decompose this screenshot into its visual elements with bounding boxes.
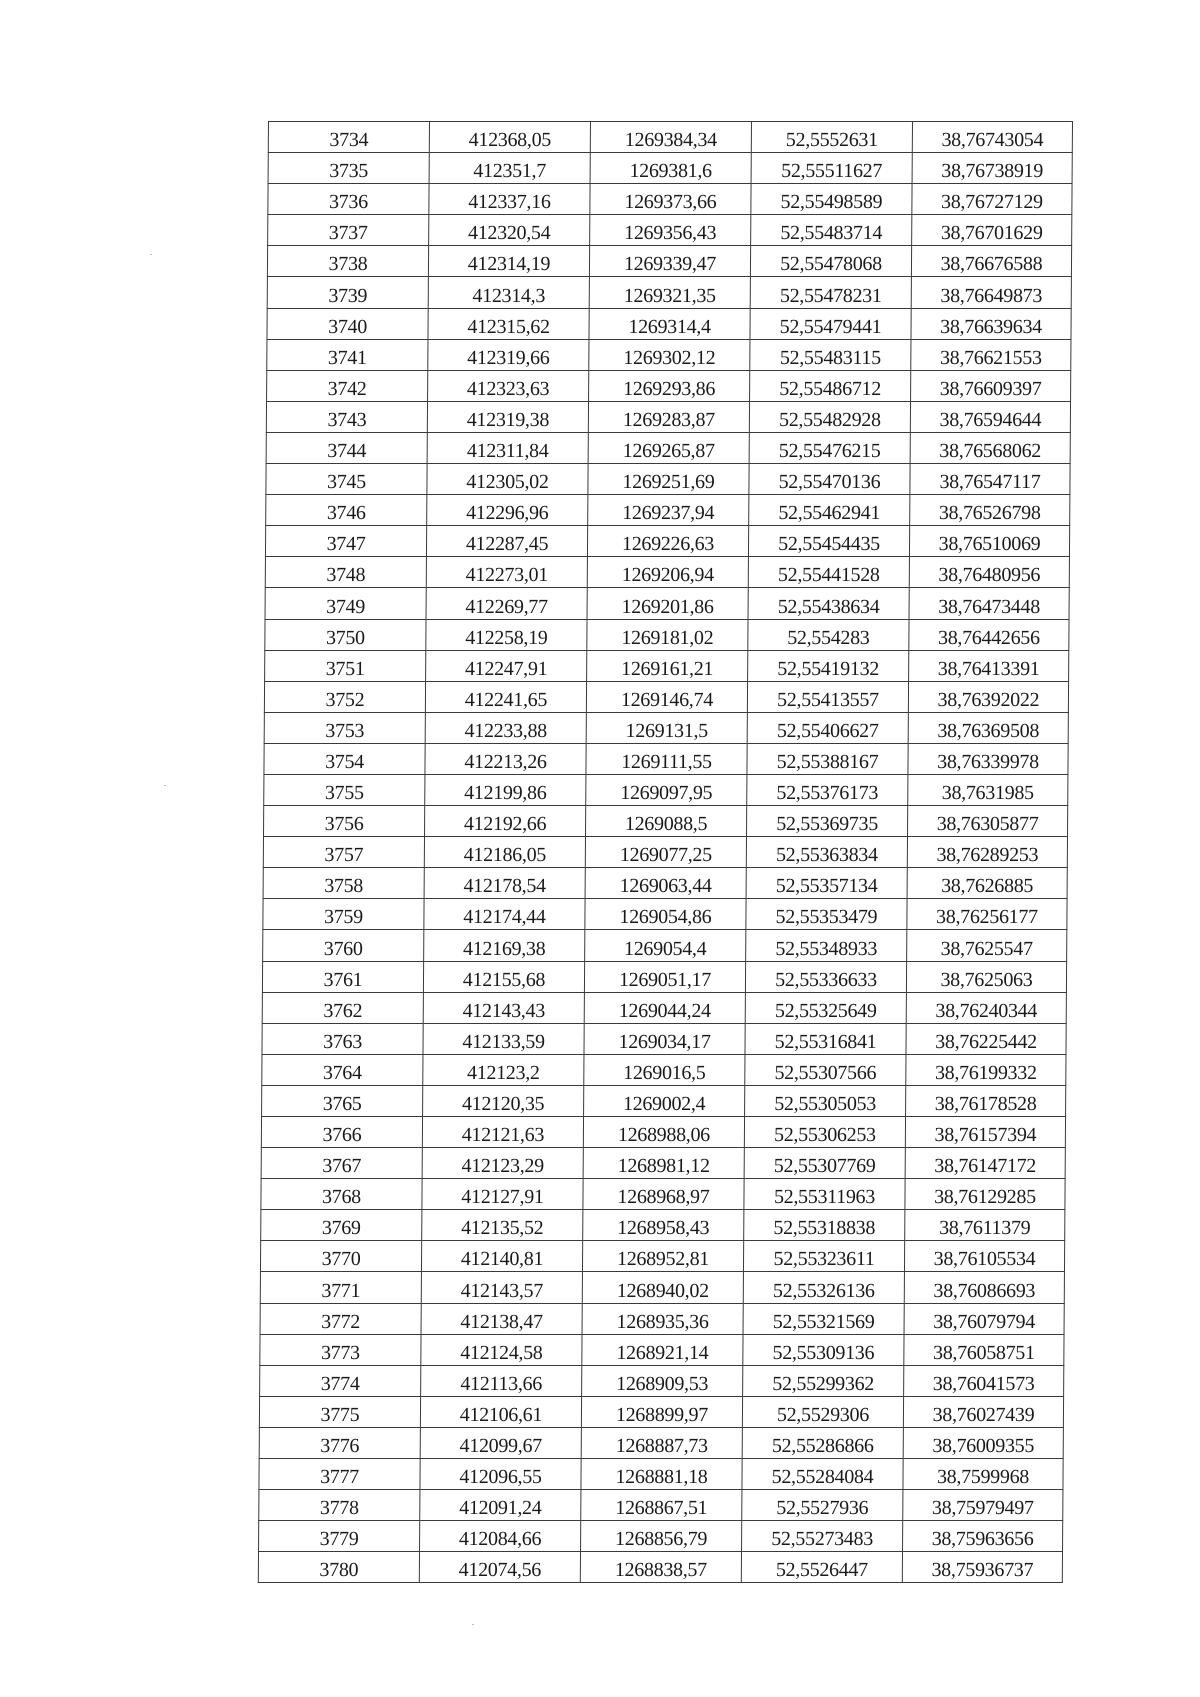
longitude-cell: 38,75963656 (903, 1521, 1063, 1552)
longitude-cell: 38,76129285 (905, 1179, 1065, 1210)
point-number-cell: 3748 (265, 557, 426, 588)
y-coordinate-cell: 1268981,12 (583, 1148, 744, 1179)
table-row (263, 899, 1067, 930)
y-coordinate-cell: 1268958,43 (583, 1210, 744, 1241)
table-row (268, 215, 1072, 246)
latitude-cell: 52,55323611 (743, 1241, 904, 1272)
latitude-cell: 52,55511627 (751, 153, 912, 184)
y-coordinate-cell: 1269016,5 (584, 1054, 745, 1085)
table-row (263, 930, 1067, 961)
latitude-cell: 52,55318838 (744, 1210, 905, 1241)
table-row (262, 1023, 1066, 1054)
table-row (261, 1117, 1065, 1148)
table-row (266, 401, 1070, 432)
longitude-cell: 38,76568062 (910, 432, 1070, 463)
point-number-cell: 3763 (262, 1023, 423, 1054)
x-coordinate-cell: 412315,62 (428, 308, 589, 339)
y-coordinate-cell: 1268909,53 (582, 1365, 743, 1396)
x-coordinate-cell: 412169,38 (424, 930, 585, 961)
table-row (264, 681, 1068, 712)
point-number-cell: 3739 (267, 277, 428, 308)
x-coordinate-cell: 412084,66 (420, 1521, 581, 1552)
y-coordinate-cell: 1269088,5 (586, 806, 747, 837)
longitude-cell: 38,76594644 (910, 401, 1070, 432)
table-row (261, 1179, 1065, 1210)
table-row (264, 774, 1068, 805)
y-coordinate-cell: 1269054,86 (585, 899, 746, 930)
latitude-cell: 52,55311963 (744, 1179, 905, 1210)
table-row (267, 246, 1071, 277)
latitude-cell: 52,55478068 (750, 246, 911, 277)
x-coordinate-cell: 412155,68 (423, 961, 584, 992)
point-number-cell: 3754 (264, 743, 425, 774)
point-number-cell: 3765 (262, 1085, 423, 1116)
table-row (267, 308, 1071, 339)
table-row (268, 153, 1072, 184)
y-coordinate-cell: 1269293,86 (589, 370, 750, 401)
point-number-cell: 3740 (267, 308, 428, 339)
x-coordinate-cell: 412296,96 (427, 495, 588, 526)
latitude-cell: 52,55478231 (750, 277, 911, 308)
table-row (262, 992, 1066, 1023)
longitude-cell: 38,7611379 (905, 1210, 1065, 1241)
x-coordinate-cell: 412138,47 (421, 1303, 582, 1334)
table-row (259, 1396, 1063, 1427)
x-coordinate-cell: 412113,66 (421, 1365, 582, 1396)
x-coordinate-cell: 412319,66 (428, 339, 589, 370)
y-coordinate-cell: 1269044,24 (584, 992, 745, 1023)
point-number-cell: 3779 (259, 1521, 420, 1552)
y-coordinate-cell: 1269384,34 (590, 122, 751, 153)
longitude-cell: 38,76547117 (910, 464, 1070, 495)
latitude-cell: 52,55286866 (742, 1427, 903, 1458)
latitude-cell: 52,55284084 (742, 1459, 903, 1490)
point-number-cell: 3749 (265, 588, 426, 619)
x-coordinate-cell: 412106,61 (420, 1396, 581, 1427)
point-number-cell: 3773 (260, 1334, 421, 1365)
x-coordinate-cell: 412351,7 (429, 153, 590, 184)
table-row (263, 837, 1067, 868)
latitude-cell: 52,55357134 (746, 868, 907, 899)
point-number-cell: 3770 (260, 1241, 421, 1272)
table-row (262, 1054, 1066, 1085)
point-number-cell: 3747 (265, 526, 426, 557)
coordinates-table (258, 121, 1073, 1583)
scan-speck (472, 1624, 474, 1625)
longitude-cell: 38,76413391 (909, 650, 1069, 681)
table-row (265, 588, 1069, 619)
latitude-cell: 52,55498589 (751, 184, 912, 215)
y-coordinate-cell: 1269302,12 (589, 339, 750, 370)
latitude-cell: 52,55321569 (743, 1303, 904, 1334)
latitude-cell: 52,554283 (748, 619, 909, 650)
x-coordinate-cell: 412314,3 (428, 277, 589, 308)
longitude-cell: 38,76649873 (911, 277, 1071, 308)
longitude-cell: 38,76676588 (911, 246, 1071, 277)
y-coordinate-cell: 1269373,66 (590, 184, 751, 215)
y-coordinate-cell: 1269051,17 (584, 961, 745, 992)
latitude-cell: 52,55353479 (746, 899, 907, 930)
x-coordinate-cell: 412233,88 (425, 712, 586, 743)
table-row (265, 526, 1069, 557)
latitude-cell: 52,55376173 (747, 774, 908, 805)
longitude-cell: 38,76157394 (905, 1117, 1065, 1148)
table-row (262, 961, 1066, 992)
table-row (264, 712, 1068, 743)
y-coordinate-cell: 1269314,4 (589, 308, 750, 339)
longitude-cell: 38,7625547 (907, 930, 1067, 961)
y-coordinate-cell: 1268838,57 (580, 1552, 741, 1583)
table-row (260, 1272, 1064, 1303)
y-coordinate-cell: 1269381,6 (590, 153, 751, 184)
y-coordinate-cell: 1269251,69 (588, 464, 749, 495)
x-coordinate-cell: 412269,77 (426, 588, 587, 619)
y-coordinate-cell: 1269201,86 (587, 588, 748, 619)
table-row (262, 1085, 1066, 1116)
table-row (261, 1210, 1065, 1241)
longitude-cell: 38,76701629 (912, 215, 1072, 246)
point-number-cell: 3780 (258, 1552, 419, 1583)
x-coordinate-cell: 412174,44 (424, 899, 585, 930)
y-coordinate-cell: 1268887,73 (581, 1427, 742, 1458)
point-number-cell: 3737 (268, 215, 429, 246)
scan-speck (164, 785, 166, 786)
latitude-cell: 52,55462941 (749, 495, 910, 526)
point-number-cell: 3766 (261, 1117, 422, 1148)
point-number-cell: 3753 (264, 712, 425, 743)
table-row (267, 277, 1071, 308)
latitude-cell: 52,55482928 (749, 401, 910, 432)
point-number-cell: 3734 (268, 122, 429, 153)
x-coordinate-cell: 412091,24 (420, 1490, 581, 1521)
latitude-cell: 52,55479441 (750, 308, 911, 339)
x-coordinate-cell: 412368,05 (429, 122, 590, 153)
longitude-cell: 38,76240344 (906, 992, 1066, 1023)
table-row (259, 1427, 1063, 1458)
longitude-cell: 38,75979497 (903, 1490, 1063, 1521)
point-number-cell: 3761 (262, 961, 423, 992)
y-coordinate-cell: 1268867,51 (581, 1490, 742, 1521)
x-coordinate-cell: 412124,58 (421, 1334, 582, 1365)
longitude-cell: 38,76392022 (908, 681, 1068, 712)
y-coordinate-cell: 1269339,47 (589, 246, 750, 277)
longitude-cell: 38,7625063 (906, 961, 1066, 992)
y-coordinate-cell: 1269097,95 (586, 774, 747, 805)
y-coordinate-cell: 1269063,44 (585, 868, 746, 899)
longitude-cell: 38,76105534 (904, 1241, 1064, 1272)
table-row (266, 495, 1070, 526)
x-coordinate-cell: 412287,45 (426, 526, 587, 557)
y-coordinate-cell: 1268921,14 (582, 1334, 743, 1365)
point-number-cell: 3778 (259, 1490, 420, 1521)
latitude-cell: 52,5552631 (751, 122, 912, 153)
longitude-cell: 38,76510069 (909, 526, 1069, 557)
point-number-cell: 3756 (264, 806, 425, 837)
table-row (268, 122, 1072, 153)
x-coordinate-cell: 412186,05 (424, 837, 585, 868)
y-coordinate-cell: 1269034,17 (584, 1023, 745, 1054)
x-coordinate-cell: 412143,43 (423, 992, 584, 1023)
longitude-cell: 38,76609397 (911, 370, 1071, 401)
x-coordinate-cell: 412337,16 (429, 184, 590, 215)
point-number-cell: 3767 (261, 1148, 422, 1179)
table-row (266, 464, 1070, 495)
latitude-cell: 52,55307566 (745, 1054, 906, 1085)
table-row (260, 1241, 1064, 1272)
latitude-cell: 52,55348933 (746, 930, 907, 961)
table-row (259, 1459, 1063, 1490)
table-row (259, 1490, 1063, 1521)
x-coordinate-cell: 412213,26 (425, 743, 586, 774)
point-number-cell: 3743 (266, 401, 427, 432)
latitude-cell: 52,55441528 (748, 557, 909, 588)
x-coordinate-cell: 412135,52 (422, 1210, 583, 1241)
longitude-cell: 38,76027439 (903, 1396, 1063, 1427)
x-coordinate-cell: 412320,54 (429, 215, 590, 246)
point-number-cell: 3736 (268, 184, 429, 215)
point-number-cell: 3750 (265, 619, 426, 650)
x-coordinate-cell: 412241,65 (425, 681, 586, 712)
x-coordinate-cell: 412178,54 (424, 868, 585, 899)
longitude-cell: 38,76369508 (908, 712, 1068, 743)
latitude-cell: 52,55309136 (743, 1334, 904, 1365)
x-coordinate-cell: 412074,56 (419, 1552, 580, 1583)
table-row (264, 806, 1068, 837)
x-coordinate-cell: 412258,19 (426, 619, 587, 650)
x-coordinate-cell: 412140,81 (421, 1241, 582, 1272)
point-number-cell: 3769 (261, 1210, 422, 1241)
latitude-cell: 52,55486712 (750, 370, 911, 401)
table-row (265, 650, 1069, 681)
longitude-cell: 38,76526798 (910, 495, 1070, 526)
longitude-cell: 38,76743054 (912, 122, 1072, 153)
table-row (264, 743, 1068, 774)
y-coordinate-cell: 1269077,25 (585, 837, 746, 868)
latitude-cell: 52,55413557 (747, 681, 908, 712)
latitude-cell: 52,55438634 (748, 588, 909, 619)
x-coordinate-cell: 412143,57 (421, 1272, 582, 1303)
y-coordinate-cell: 1268952,81 (582, 1241, 743, 1272)
point-number-cell: 3777 (259, 1459, 420, 1490)
y-coordinate-cell: 1268881,18 (581, 1459, 742, 1490)
point-number-cell: 3738 (267, 246, 428, 277)
latitude-cell: 52,55325649 (745, 992, 906, 1023)
latitude-cell: 52,55305053 (745, 1085, 906, 1116)
table-row (265, 619, 1069, 650)
longitude-cell: 38,7599968 (903, 1459, 1063, 1490)
latitude-cell: 52,55307769 (744, 1148, 905, 1179)
x-coordinate-cell: 412323,63 (428, 370, 589, 401)
longitude-cell: 38,76058751 (904, 1334, 1064, 1365)
table-row (268, 184, 1072, 215)
latitude-cell: 52,55483115 (750, 339, 911, 370)
longitude-cell: 38,76727129 (912, 184, 1072, 215)
x-coordinate-cell: 412192,66 (425, 806, 586, 837)
x-coordinate-cell: 412273,01 (426, 557, 587, 588)
latitude-cell: 52,55483714 (751, 215, 912, 246)
longitude-cell: 38,76199332 (906, 1054, 1066, 1085)
x-coordinate-cell: 412314,19 (428, 246, 589, 277)
y-coordinate-cell: 1269181,02 (587, 619, 748, 650)
point-number-cell: 3774 (260, 1365, 421, 1396)
x-coordinate-cell: 412247,91 (426, 650, 587, 681)
latitude-cell: 52,55363834 (746, 837, 907, 868)
latitude-cell: 52,55388167 (747, 743, 908, 774)
point-number-cell: 3751 (265, 650, 426, 681)
table-row (260, 1334, 1064, 1365)
point-number-cell: 3760 (263, 930, 424, 961)
longitude-cell: 38,76639634 (911, 308, 1071, 339)
x-coordinate-cell: 412121,63 (422, 1117, 583, 1148)
latitude-cell: 52,55454435 (748, 526, 909, 557)
longitude-cell: 38,76256177 (907, 899, 1067, 930)
longitude-cell: 38,76041573 (904, 1365, 1064, 1396)
point-number-cell: 3762 (262, 992, 423, 1023)
y-coordinate-cell: 1269283,87 (588, 401, 749, 432)
latitude-cell: 52,55273483 (742, 1521, 903, 1552)
y-coordinate-cell: 1269146,74 (586, 681, 747, 712)
longitude-cell: 38,76009355 (903, 1427, 1063, 1458)
y-coordinate-cell: 1269206,94 (587, 557, 748, 588)
point-number-cell: 3758 (263, 868, 424, 899)
point-number-cell: 3776 (259, 1427, 420, 1458)
point-number-cell: 3746 (266, 495, 427, 526)
table-row (261, 1148, 1065, 1179)
latitude-cell: 52,55470136 (749, 464, 910, 495)
longitude-cell: 38,76147172 (905, 1148, 1065, 1179)
coordinates-table-body (258, 122, 1072, 1583)
y-coordinate-cell: 1269002,4 (584, 1085, 745, 1116)
x-coordinate-cell: 412133,59 (423, 1023, 584, 1054)
point-number-cell: 3759 (263, 899, 424, 930)
longitude-cell: 38,76473448 (909, 588, 1069, 619)
x-coordinate-cell: 412319,38 (427, 401, 588, 432)
latitude-cell: 52,55299362 (743, 1365, 904, 1396)
y-coordinate-cell: 1269226,63 (587, 526, 748, 557)
table-row (258, 1552, 1062, 1583)
x-coordinate-cell: 412096,55 (420, 1459, 581, 1490)
point-number-cell: 3741 (267, 339, 428, 370)
table-row (266, 432, 1070, 463)
y-coordinate-cell: 1269237,94 (588, 495, 749, 526)
latitude-cell: 52,55326136 (743, 1272, 904, 1303)
y-coordinate-cell: 1269321,35 (589, 277, 750, 308)
longitude-cell: 38,76178528 (906, 1085, 1066, 1116)
y-coordinate-cell: 1268899,97 (581, 1396, 742, 1427)
latitude-cell: 52,55336633 (745, 961, 906, 992)
table-row (259, 1521, 1063, 1552)
longitude-cell: 38,76225442 (906, 1023, 1066, 1054)
point-number-cell: 3742 (267, 370, 428, 401)
point-number-cell: 3757 (263, 837, 424, 868)
y-coordinate-cell: 1269161,21 (587, 650, 748, 681)
latitude-cell: 52,5529306 (742, 1396, 903, 1427)
y-coordinate-cell: 1268988,06 (583, 1117, 744, 1148)
latitude-cell: 52,55419132 (748, 650, 909, 681)
point-number-cell: 3772 (260, 1303, 421, 1334)
longitude-cell: 38,76339978 (908, 743, 1068, 774)
y-coordinate-cell: 1268935,36 (582, 1303, 743, 1334)
x-coordinate-cell: 412199,86 (425, 774, 586, 805)
x-coordinate-cell: 412099,67 (420, 1427, 581, 1458)
table-row (260, 1303, 1064, 1334)
latitude-cell: 52,5527936 (742, 1490, 903, 1521)
longitude-cell: 38,76079794 (904, 1303, 1064, 1334)
table-row (265, 557, 1069, 588)
x-coordinate-cell: 412311,84 (427, 432, 588, 463)
longitude-cell: 38,76289253 (907, 837, 1067, 868)
latitude-cell: 52,55476215 (749, 432, 910, 463)
point-number-cell: 3775 (259, 1396, 420, 1427)
x-coordinate-cell: 412305,02 (427, 464, 588, 495)
longitude-cell: 38,76621553 (911, 339, 1071, 370)
y-coordinate-cell: 1269265,87 (588, 432, 749, 463)
y-coordinate-cell: 1269111,55 (586, 743, 747, 774)
longitude-cell: 38,76086693 (904, 1272, 1064, 1303)
y-coordinate-cell: 1268968,97 (583, 1179, 744, 1210)
latitude-cell: 52,55406627 (747, 712, 908, 743)
x-coordinate-cell: 412123,2 (423, 1054, 584, 1085)
latitude-cell: 52,5526447 (741, 1552, 902, 1583)
point-number-cell: 3752 (264, 681, 425, 712)
longitude-cell: 38,7626885 (907, 868, 1067, 899)
y-coordinate-cell: 1268856,79 (581, 1521, 742, 1552)
x-coordinate-cell: 412123,29 (422, 1148, 583, 1179)
point-number-cell: 3735 (268, 153, 429, 184)
table-row (267, 339, 1071, 370)
longitude-cell: 38,76305877 (908, 806, 1068, 837)
point-number-cell: 3755 (264, 774, 425, 805)
longitude-cell: 38,75936737 (902, 1552, 1062, 1583)
table-row (267, 370, 1071, 401)
y-coordinate-cell: 1269131,5 (586, 712, 747, 743)
longitude-cell: 38,76480956 (909, 557, 1069, 588)
longitude-cell: 38,76738919 (912, 153, 1072, 184)
latitude-cell: 52,55306253 (744, 1117, 905, 1148)
x-coordinate-cell: 412127,91 (422, 1179, 583, 1210)
x-coordinate-cell: 412120,35 (423, 1085, 584, 1116)
latitude-cell: 52,55369735 (747, 806, 908, 837)
point-number-cell: 3745 (266, 464, 427, 495)
point-number-cell: 3744 (266, 432, 427, 463)
y-coordinate-cell: 1269356,43 (590, 215, 751, 246)
point-number-cell: 3764 (262, 1054, 423, 1085)
latitude-cell: 52,55316841 (745, 1023, 906, 1054)
scan-speck (150, 254, 152, 255)
table-row (263, 868, 1067, 899)
point-number-cell: 3771 (260, 1272, 421, 1303)
longitude-cell: 38,7631985 (908, 774, 1068, 805)
y-coordinate-cell: 1269054,4 (585, 930, 746, 961)
table-row (260, 1365, 1064, 1396)
point-number-cell: 3768 (261, 1179, 422, 1210)
y-coordinate-cell: 1268940,02 (582, 1272, 743, 1303)
longitude-cell: 38,76442656 (909, 619, 1069, 650)
